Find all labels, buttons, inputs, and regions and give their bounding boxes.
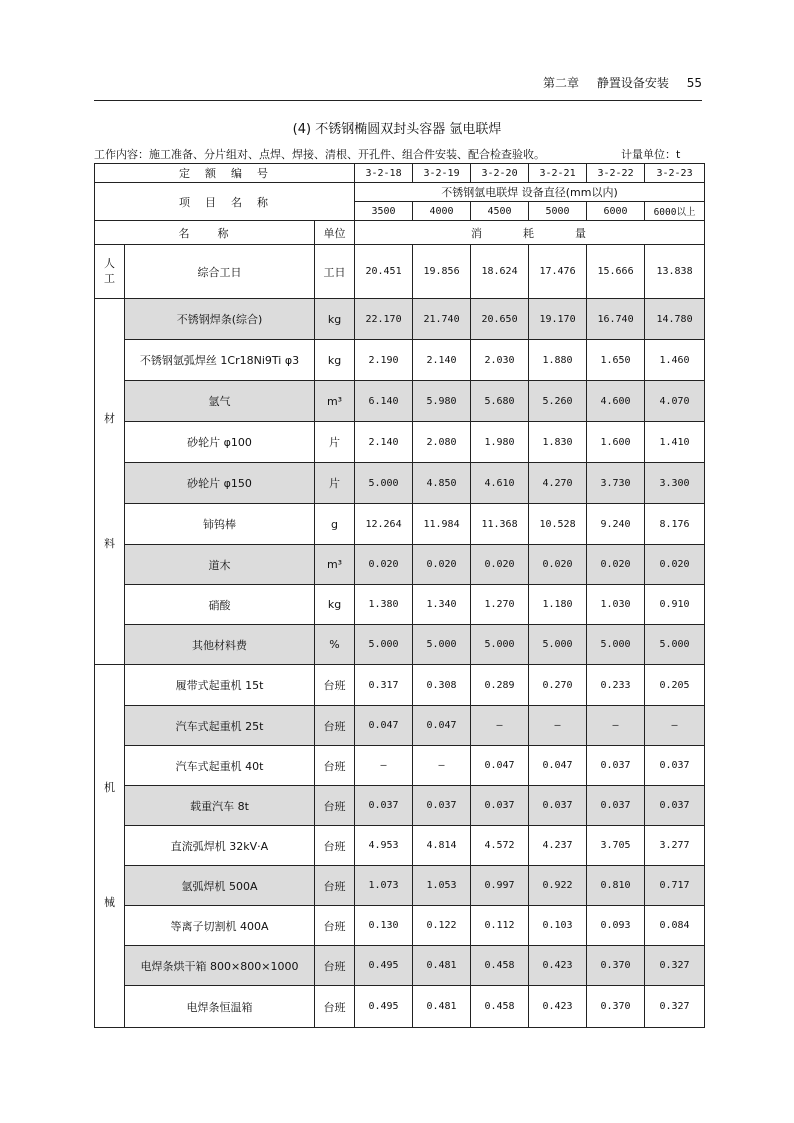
category-char: 人 [104, 256, 115, 270]
table-row [95, 786, 705, 826]
table-title: (4) 不锈钢椭圆双封头容器 氩电联焊 [292, 122, 502, 137]
table-row [95, 585, 705, 625]
diameter-cell: 4500 [471, 202, 529, 221]
item-unit: % [315, 625, 355, 665]
item-name: 汽车式起重机 40t [125, 746, 315, 786]
category-char: 机 [104, 781, 115, 795]
value-cell: 4.953 [355, 826, 413, 866]
quota-code: 3-2-21 [529, 164, 587, 183]
value-cell: 0.481 [413, 946, 471, 986]
value-cell: 22.170 [355, 299, 413, 340]
value-cell: 14.780 [645, 299, 705, 340]
value-cell: 0.112 [471, 906, 529, 946]
item-unit: 片 [315, 422, 355, 463]
value-cell: 5.000 [413, 625, 471, 665]
value-cell: 8.176 [645, 504, 705, 545]
value-cell: 18.624 [471, 245, 529, 299]
item-unit: 台班 [315, 906, 355, 946]
item-unit: 台班 [315, 665, 355, 706]
value-cell: 2.030 [471, 340, 529, 381]
value-cell: 3.730 [587, 463, 645, 504]
value-cell: — [471, 706, 529, 746]
col-unit-header: 单位 [315, 221, 355, 245]
value-cell: 1.600 [587, 422, 645, 463]
category-cell [95, 299, 125, 665]
item-unit: 台班 [315, 946, 355, 986]
header-rule [94, 100, 702, 101]
value-cell: 0.020 [471, 545, 529, 585]
column-header-row [95, 221, 705, 245]
value-cell: 13.838 [645, 245, 705, 299]
value-cell: 0.317 [355, 665, 413, 706]
value-cell: 1.880 [529, 340, 587, 381]
value-cell: 0.458 [471, 986, 529, 1028]
value-cell: 0.037 [529, 786, 587, 826]
quota-code: 3-2-19 [413, 164, 471, 183]
value-cell: 0.047 [355, 706, 413, 746]
value-cell: 4.850 [413, 463, 471, 504]
item-unit: kg [315, 299, 355, 340]
section-label: 静置设备安装 [596, 76, 669, 90]
value-cell: 3.300 [645, 463, 705, 504]
category-cell [95, 665, 125, 1028]
item-unit: kg [315, 585, 355, 625]
quota-table [94, 163, 705, 1028]
value-cell: 0.233 [587, 665, 645, 706]
value-cell: 5.000 [355, 625, 413, 665]
value-cell: 0.020 [355, 545, 413, 585]
value-cell: 0.047 [413, 706, 471, 746]
diameter-cell: 6000 [587, 202, 645, 221]
diameter-cell: 5000 [529, 202, 587, 221]
table-row [95, 706, 705, 746]
value-cell: 1.650 [587, 340, 645, 381]
value-cell: 5.680 [471, 381, 529, 422]
value-cell: 0.327 [645, 946, 705, 986]
value-cell: 1.460 [645, 340, 705, 381]
value-cell: 15.666 [587, 245, 645, 299]
value-cell: 3.277 [645, 826, 705, 866]
table-row [95, 504, 705, 545]
value-cell: 0.423 [529, 946, 587, 986]
value-cell: 0.037 [413, 786, 471, 826]
table-row [95, 986, 705, 1028]
diameter-cell: 4000 [413, 202, 471, 221]
value-cell: 4.237 [529, 826, 587, 866]
item-name: 履带式起重机 15t [125, 665, 315, 706]
table-row [95, 340, 705, 381]
item-name: 氩弧焊机 500A [125, 866, 315, 906]
item-name: 道木 [125, 545, 315, 585]
table-row [95, 299, 705, 340]
value-cell: 0.130 [355, 906, 413, 946]
value-cell: 4.270 [529, 463, 587, 504]
category-cell [95, 245, 125, 299]
item-unit: g [315, 504, 355, 545]
value-cell: 5.000 [471, 625, 529, 665]
item-unit: 台班 [315, 786, 355, 826]
value-cell: 0.205 [645, 665, 705, 706]
table-row [95, 946, 705, 986]
value-cell: 10.528 [529, 504, 587, 545]
item-name: 不锈钢焊条(综合) [125, 299, 315, 340]
value-cell: 0.020 [413, 545, 471, 585]
item-unit: 工日 [315, 245, 355, 299]
value-cell: 0.037 [471, 786, 529, 826]
value-cell: — [355, 746, 413, 786]
page-number: 55 [686, 76, 702, 90]
quota-code: 3-2-18 [355, 164, 413, 183]
item-unit: 台班 [315, 986, 355, 1028]
chapter-label: 第二章 [543, 76, 580, 90]
unit-label: 计量单位：t [621, 148, 681, 161]
value-cell: 0.037 [645, 746, 705, 786]
value-cell: — [587, 706, 645, 746]
page-header [529, 74, 702, 91]
value-cell: 1.053 [413, 866, 471, 906]
value-cell: 0.495 [355, 946, 413, 986]
value-cell: 0.037 [587, 786, 645, 826]
item-name: 砂轮片 φ150 [125, 463, 315, 504]
value-cell: 4.814 [413, 826, 471, 866]
value-cell: 0.270 [529, 665, 587, 706]
quota-code-row [95, 164, 705, 183]
value-cell: 0.289 [471, 665, 529, 706]
value-cell: 1.980 [471, 422, 529, 463]
item-name: 砂轮片 φ100 [125, 422, 315, 463]
value-cell: 4.600 [587, 381, 645, 422]
value-cell: 0.047 [471, 746, 529, 786]
item-name: 综合工日 [125, 245, 315, 299]
value-cell: 0.370 [587, 946, 645, 986]
table-row [95, 463, 705, 504]
value-cell: 0.922 [529, 866, 587, 906]
value-cell: 11.984 [413, 504, 471, 545]
value-cell: 0.037 [645, 786, 705, 826]
work-content: 工作内容：施工准备、分片组对、点焊、焊接、清根、开孔件、组合件安装、配合检查验收。 [94, 148, 545, 161]
value-cell: 0.122 [413, 906, 471, 946]
item-unit: 台班 [315, 866, 355, 906]
value-cell: 0.047 [529, 746, 587, 786]
value-cell: 0.020 [529, 545, 587, 585]
col-consumption-header: 消 耗 量 [355, 221, 705, 245]
item-name: 不锈钢氩弧焊丝 1Cr18Ni9Ti φ3 [125, 340, 315, 381]
value-cell: — [413, 746, 471, 786]
value-cell: 0.997 [471, 866, 529, 906]
category-char: 料 [104, 536, 115, 550]
item-header-row [95, 183, 705, 202]
value-cell: 2.190 [355, 340, 413, 381]
table-row [95, 422, 705, 463]
item-name: 硝酸 [125, 585, 315, 625]
value-cell: 11.368 [471, 504, 529, 545]
value-cell: 4.610 [471, 463, 529, 504]
value-cell: 0.717 [645, 866, 705, 906]
value-cell: — [645, 706, 705, 746]
value-cell: 12.264 [355, 504, 413, 545]
item-name: 汽车式起重机 25t [125, 706, 315, 746]
value-cell: 0.020 [587, 545, 645, 585]
value-cell: 2.140 [413, 340, 471, 381]
item-name: 载重汽车 8t [125, 786, 315, 826]
value-cell: 20.650 [471, 299, 529, 340]
value-cell: 0.423 [529, 986, 587, 1028]
value-cell: 1.180 [529, 585, 587, 625]
table-row [95, 625, 705, 665]
quota-label: 定 额 编 号 [95, 164, 355, 183]
value-cell: 4.572 [471, 826, 529, 866]
item-unit: kg [315, 340, 355, 381]
value-cell: 0.327 [645, 986, 705, 1028]
item-name: 直流弧焊机 32kV·A [125, 826, 315, 866]
value-cell: 0.037 [587, 746, 645, 786]
group-label: 不锈钢氩电联焊 设备直径(mm以内) [355, 183, 705, 202]
item-label: 项 目 名 称 [95, 183, 355, 221]
item-name: 电焊条烘干箱 800×800×1000 [125, 946, 315, 986]
item-unit: 片 [315, 463, 355, 504]
item-name: 氩气 [125, 381, 315, 422]
value-cell: 0.084 [645, 906, 705, 946]
value-cell: 0.495 [355, 986, 413, 1028]
item-unit: 台班 [315, 706, 355, 746]
value-cell: 0.103 [529, 906, 587, 946]
item-name: 电焊条恒温箱 [125, 986, 315, 1028]
value-cell: 1.030 [587, 585, 645, 625]
value-cell: 9.240 [587, 504, 645, 545]
item-unit: m³ [315, 545, 355, 585]
value-cell: 21.740 [413, 299, 471, 340]
category-char: 械 [104, 896, 115, 909]
diameter-cell: 3500 [355, 202, 413, 221]
value-cell: 0.093 [587, 906, 645, 946]
item-unit: m³ [315, 381, 355, 422]
value-cell: 2.140 [355, 422, 413, 463]
value-cell: 16.740 [587, 299, 645, 340]
value-cell: 1.073 [355, 866, 413, 906]
item-name: 等离子切割机 400A [125, 906, 315, 946]
value-cell: 0.370 [587, 986, 645, 1028]
value-cell: 0.458 [471, 946, 529, 986]
value-cell: 5.980 [413, 381, 471, 422]
table-row [95, 866, 705, 906]
table-row [95, 545, 705, 585]
value-cell: 5.000 [587, 625, 645, 665]
value-cell: 4.070 [645, 381, 705, 422]
value-cell: 6.140 [355, 381, 413, 422]
table-row [95, 746, 705, 786]
value-cell: 0.020 [645, 545, 705, 585]
value-cell: 20.451 [355, 245, 413, 299]
value-cell: 19.170 [529, 299, 587, 340]
item-unit: 台班 [315, 826, 355, 866]
category-char: 材 [104, 411, 115, 425]
quota-code: 3-2-22 [587, 164, 645, 183]
diameter-cell: 6000以上 [645, 202, 705, 221]
table-row [95, 826, 705, 866]
value-cell: 1.380 [355, 585, 413, 625]
value-cell: 5.000 [529, 625, 587, 665]
value-cell: 1.410 [645, 422, 705, 463]
table-row [95, 245, 705, 299]
table-row [95, 381, 705, 422]
col-name-header: 名 称 [95, 221, 315, 245]
value-cell: 3.705 [587, 826, 645, 866]
value-cell: 1.270 [471, 585, 529, 625]
value-cell: 17.476 [529, 245, 587, 299]
value-cell: 1.340 [413, 585, 471, 625]
table-row [95, 906, 705, 946]
quota-code: 3-2-20 [471, 164, 529, 183]
value-cell: 5.000 [355, 463, 413, 504]
value-cell: 0.810 [587, 866, 645, 906]
value-cell: 0.308 [413, 665, 471, 706]
value-cell: 0.037 [355, 786, 413, 826]
value-cell: 19.856 [413, 245, 471, 299]
value-cell: 5.260 [529, 381, 587, 422]
value-cell: 2.080 [413, 422, 471, 463]
category-char: 工 [104, 271, 115, 285]
item-unit: 台班 [315, 746, 355, 786]
item-name: 铈钨棒 [125, 504, 315, 545]
table-row [95, 665, 705, 706]
value-cell: 1.830 [529, 422, 587, 463]
value-cell: 0.481 [413, 986, 471, 1028]
table-body [95, 164, 705, 1028]
value-cell: — [529, 706, 587, 746]
item-name: 其他材料费 [125, 625, 315, 665]
quota-code: 3-2-23 [645, 164, 705, 183]
value-cell: 5.000 [645, 625, 705, 665]
value-cell: 0.910 [645, 585, 705, 625]
